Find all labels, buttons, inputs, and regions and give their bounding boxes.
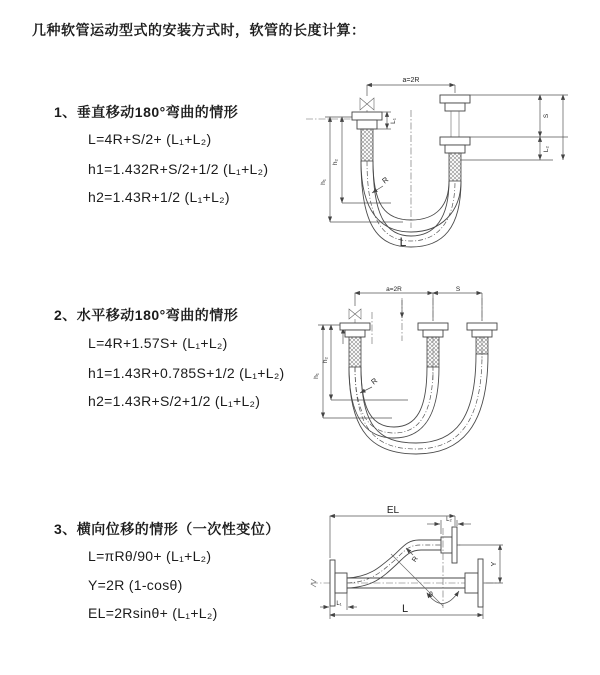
section-3-formula-EL: EL=2Rsinθ+ (L₁+L₂) [88,605,218,621]
dim-label-l1: L₁ [336,601,342,607]
section-2-formula-h1: h1=1.43R+0.785S+1/2 (L₁+L₂) [88,365,285,381]
dim-label-a2r: a=2R [386,286,402,293]
section-3-formula-L: L=πRθ/90+ (L₁+L₂) [88,548,212,564]
dim-label-l1: L₁ [390,118,397,124]
section-1-formula-h1: h1=1.432R+S/2+1/2 (L₁+L₂) [88,161,269,177]
dim-label-r: R [369,375,380,387]
fixed-end-fitting [340,323,370,367]
fixed-end-fitting [352,112,382,161]
hose-curves [349,354,488,454]
section-3-heading: 3、横向位移的情形（一次性变位） [54,521,280,537]
moving-end-fitting-upper [440,95,470,137]
section-1-heading: 1、垂直移动180°弯曲的情形 [54,104,239,120]
diagram-horizontal-180-bend [300,286,595,461]
section-2-heading: 2、水平移动180°弯曲的情形 [54,307,239,323]
fixed-end-flange [330,560,347,606]
diagram-vertical-180-bend [303,70,578,260]
dim-label-l: L [399,235,407,249]
moving-end-fitting-position-1 [418,323,448,367]
dim-label-y: Y [491,561,498,567]
section-1-formula-h2: h2=1.43R+1/2 (L₁+L₂) [88,189,230,205]
diagram-lateral-displacement [303,498,523,658]
dim-label-l2: L₂ [543,145,550,153]
dim-label-l2: L₂ [446,517,452,523]
moving-end-fitting-position-2 [467,323,497,354]
dim-label-r: R [380,174,391,186]
end-flange-lower [465,559,483,607]
section-2-formula-h2: h2=1.43R+S/2+1/2 (L₁+L₂) [88,393,261,409]
dim-label-a2r: a=2R [402,77,420,84]
end-flange-upper [441,527,457,563]
section-1-formula-L: L=4R+S/2+ (L₁+L₂) [88,131,212,147]
section-2-formula-L: L=4R+1.57S+ (L₁+L₂) [88,335,228,351]
dim-label-h2: h₂ [322,356,329,364]
page-title: 几种软管运动型式的安装方式时，软管的长度计算： [32,22,366,38]
dim-label-l: L [401,603,409,615]
dim-label-s: S [543,113,550,119]
dim-label-r: R [411,555,420,564]
dim-label-h2: h₂ [332,158,339,166]
dim-label-h1: h₁ [320,179,327,185]
dim-label-theta: θ [429,592,433,599]
moving-end-fitting-lower [440,137,470,181]
section-3-formula-Y: Y=2R (1-cosθ) [88,577,183,593]
dim-label-el: EL [386,505,400,516]
dim-label-s: S [455,286,461,293]
dim-label-h1: h₁ [313,373,320,379]
valve-icon [360,98,374,112]
valve-icon [349,309,361,323]
